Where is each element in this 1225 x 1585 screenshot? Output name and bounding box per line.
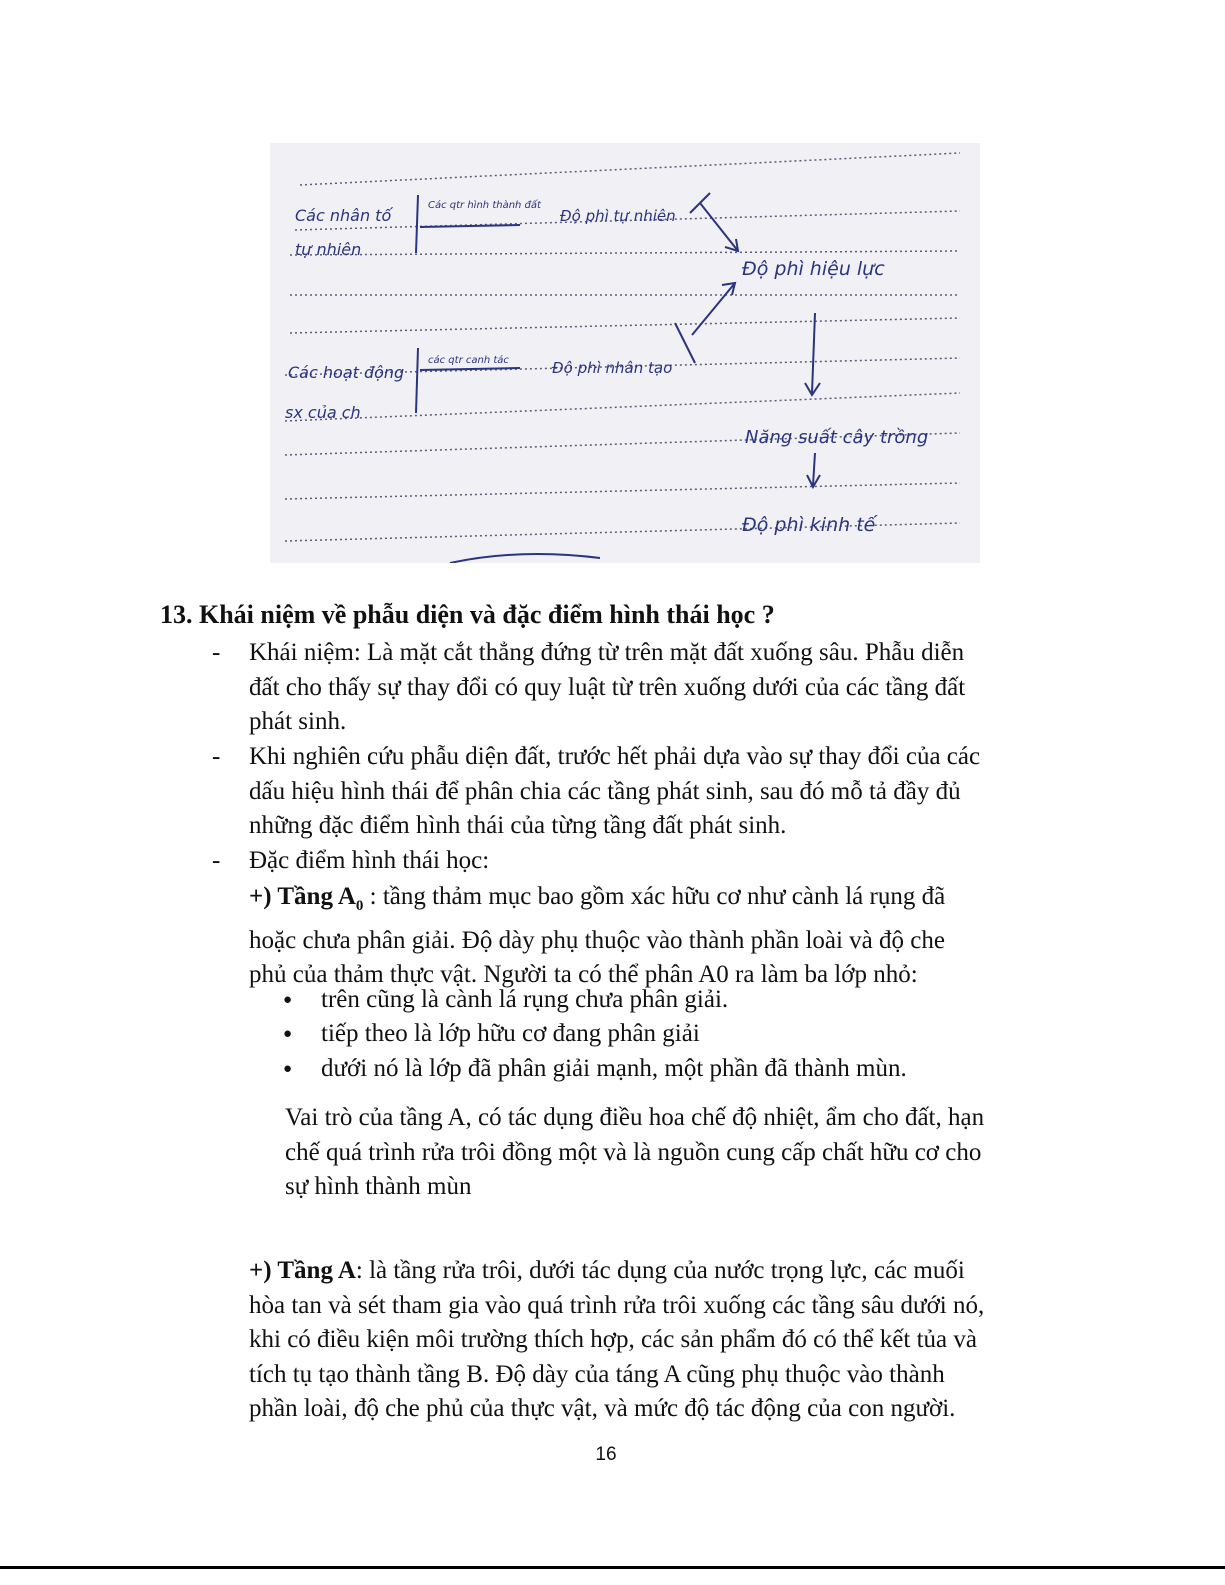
text-line: những đặc điểm hình thái của từng tầng đất phát sinh. <box>249 812 787 839</box>
text-line: Khái niệm: Là mặt cắt thẳng đứng từ trên mặt đất xuống sâu. Phẫu diễn <box>249 639 965 666</box>
bullet-text: dưới nó là lớp đã phân giải mạnh, một phần đã thành mùn. <box>321 1055 907 1082</box>
definition-item <box>249 636 1079 740</box>
layer-a-block <box>249 1254 1079 1427</box>
dash-marker: - <box>212 743 221 770</box>
role-paragraph <box>285 1101 1085 1205</box>
layer-a-label: +) Tầng A <box>249 1257 356 1284</box>
label-natural-fertility: Độ phì tự nhiên <box>560 207 676 225</box>
label-economic-fertility: Độ phì kinh tế <box>742 514 876 536</box>
text-line: Đặc điểm hình thái học: <box>249 847 490 874</box>
dash-marker: - <box>212 639 221 666</box>
text-line: hòa tan và sét tham gia vào quá trình rửa trôi xuống các tầng sâu dưới nó, <box>249 1291 985 1319</box>
page-number: 16 <box>595 1444 617 1465</box>
bullet-text: trên cũng là cành lá rụng chưa phân giải. <box>321 986 729 1013</box>
label-effective-fertility: Độ phì hiệu lực <box>742 258 885 280</box>
text-line: đất cho thấy sự thay đổi có quy luật từ trên xuống dưới của các tầng đất <box>249 673 966 701</box>
layer-a0-block <box>249 880 1079 993</box>
text-line: +) Tầng $A_0$ : tầng thảm mục bao gồm xác hữu cơ như cành lá rụng đã <box>249 883 946 914</box>
morphology-item <box>249 844 1079 879</box>
bullet-icon: ● <box>283 1026 293 1042</box>
text-line: phủ của thảm thực vật. Người ta có thể phân A0 ra làm ba lớp nhỏ: <box>249 961 918 988</box>
research-item <box>249 740 1079 844</box>
text-line: phát sinh. <box>249 708 347 735</box>
handwritten-diagram-photo <box>270 143 980 563</box>
label-human-activity-2: sx của ch <box>285 403 361 422</box>
edge-stroke <box>450 554 600 563</box>
text-line: hoặc chưa phân giải. Độ dày phụ thuộc vào thành phần loài và độ che <box>249 926 945 954</box>
page-bottom-divider <box>0 1566 1225 1569</box>
question-heading: 13. Khái niệm về phẫu diện và đặc điểm hình thái học ? <box>160 600 775 629</box>
label-cultivation-process: các qtr canh tác <box>428 355 509 366</box>
text-line: Khi nghiên cứu phẫu diện đất, trước hết phải dựa vào sự thay đổi của các <box>249 743 981 770</box>
label-natural-process: Các qtr hình thành đất <box>428 200 541 211</box>
text-line: phần loài, độ che phủ của thực vật, và mức độ tác động của con người. <box>249 1395 956 1422</box>
text-line: sự hình thành mùn <box>285 1173 472 1200</box>
text-line: khi có điều kiện môi trường thích hợp, các sản phẩm đó có thể kết tủa và <box>249 1326 977 1353</box>
text-line: tích tụ tạo thành tầng B. Độ dày của táng A cũng phụ thuộc vào thành <box>249 1360 945 1388</box>
bullet-icon: ● <box>283 992 293 1008</box>
diagram-svg <box>270 143 980 563</box>
text-line: Vai trò của tầng A, có tác dụng điều hoa chế độ nhiệt, ẩm cho đất, hạn <box>285 1104 985 1131</box>
label-crop-yield: Năng suất cây trồng <box>745 427 929 448</box>
bullet-icon: ● <box>283 1061 293 1077</box>
bullet-text: tiếp theo là lớp hữu cơ đang phân giải <box>321 1020 700 1047</box>
text-line: +) Tầng A: là tầng rửa trôi, dưới tác dụng của nước trọng lực, các muối <box>249 1257 965 1284</box>
text-line: dấu hiệu hình thái để phân chia các tầng phát sinh, sau đó mỗ tả đầy đủ <box>249 777 961 805</box>
layer-a0-label: +) Tầng $A_0$ <box>249 883 364 914</box>
text-line: chế quá trình rửa trôi đồng một và là nguồn cung cấp chất hữu cơ cho <box>285 1138 982 1166</box>
dash-marker: - <box>212 847 221 874</box>
label-human-activity-1: Các hoạt động <box>288 363 405 382</box>
label-natural-factors-1: Các nhân tố <box>295 206 392 225</box>
label-natural-factors-2: tự nhiên <box>295 240 362 259</box>
label-artificial-fertility: Độ phì nhân tạo <box>552 359 673 377</box>
